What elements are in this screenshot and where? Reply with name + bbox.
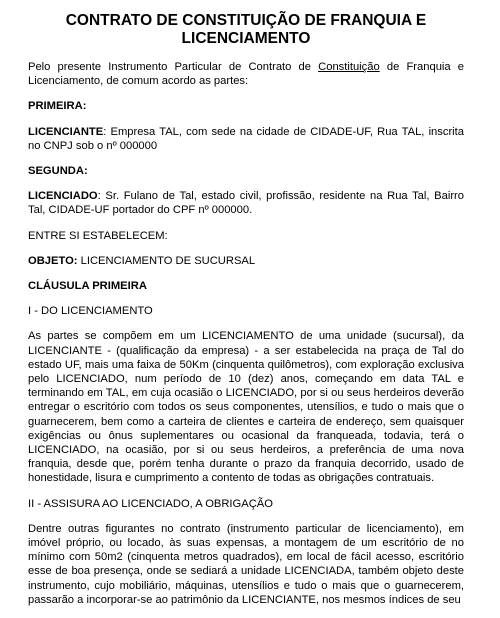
entre-si-line: ENTRE SI ESTABELECEM: [28, 229, 168, 242]
licenciante-paragraph [28, 125, 464, 153]
licenciante-text: : Empresa TAL, com sede na cidade de CIDADE-UF, Rua TAL, inscrita no CNPJ sob o nº 000000 [28, 125, 464, 152]
section-obrigacao-heading: II - ASSISURA AO LICENCIADO, A OBRIGAÇÃO [28, 497, 273, 510]
obrigacao-paragraph: Dentre outras figurantes no contrato (instrumento particular de licenciamento), em imóvel próprio, ou locado, às suas expensas, a montagem de um escritório de no mínimo com 50m2 (cinquenta metros quadrados), em local de fácil acesso, escritório esse de boa presença, onde se sediará a unidade LICENCIADA, também objeto deste instrumento, cujo mobiliário, máquinas, utensílios e tudo o mais que o guarnecerem, passarão a incorporar-se ao patrimônio da LICENCIANTE, nos mesmos índices de seu [28, 522, 464, 606]
licenciado-paragraph [28, 189, 464, 217]
objeto-line [28, 254, 464, 268]
clausula-primeira-heading: CLÁUSULA PRIMEIRA [28, 280, 147, 293]
objeto-text: LICENCIAMENTO DE SUCURSAL [77, 254, 256, 267]
intro-underlined-word: Constituição [318, 61, 380, 73]
licenciante-label: LICENCIANTE [28, 125, 104, 138]
intro-paragraph [28, 60, 464, 88]
document-page [28, 12, 464, 618]
section-licenciamento-heading: I - DO LICENCIAMENTO [28, 305, 153, 318]
primeira-heading: PRIMEIRA: [28, 100, 87, 113]
licenciamento-paragraph: As partes se compõem em um LICENCIAMENTO de uma unidade (sucursal), da LICENCIANTE - (qualificação da empresa) - a ser estabelecida na praça de Tal do estado UF, mais uma faixa de 50Km (cinquenta quilômetros), com exploração exclusiva pelo LICENCIADO, num período de 10 (dez) anos, começando em data TAL e terminando em TAL, em cuja ocasião o LICENCIADO, por si ou seus herdeiros deverão entregar o escritório com todos os seus componentes, utensílios, e tudo o mais que o guarnecerem, bem como a carteira de clientes e carteira de endereço, sem quaisquer exigências ou ônus suplementares ou ocasional da franqueada, todavia, terá o LICENCIADO, na ocasião, por si ou seus herdeiros, a preferência de uma nova franquia, desde que, porém tenha durante o prazo da franquia decorrido, usado de honestidade, lisura e cumprimento a contento de todas as obrigações contratuais. [28, 330, 464, 485]
document-title: CONTRATO DE CONSTITUIÇÃO DE FRANQUIA E LICENCIAMENTO [65, 12, 427, 47]
intro-text-end: de Franquia e Licenciamento, de comum acordo as partes: [28, 61, 464, 88]
licenciado-label: LICENCIADO [28, 190, 98, 203]
segunda-heading: SEGUNDA: [28, 165, 88, 178]
objeto-label: OBJETO: [28, 254, 78, 267]
licenciado-text: : Sr. Fulano de Tal, estado civil, profissão, residente na Rua Tal, Bairro Tal, CIDADE-UF portador do CPF nº 000000. [28, 190, 464, 217]
intro-text-start: Pelo presente Instrumento Particular de Contrato de [28, 61, 319, 73]
